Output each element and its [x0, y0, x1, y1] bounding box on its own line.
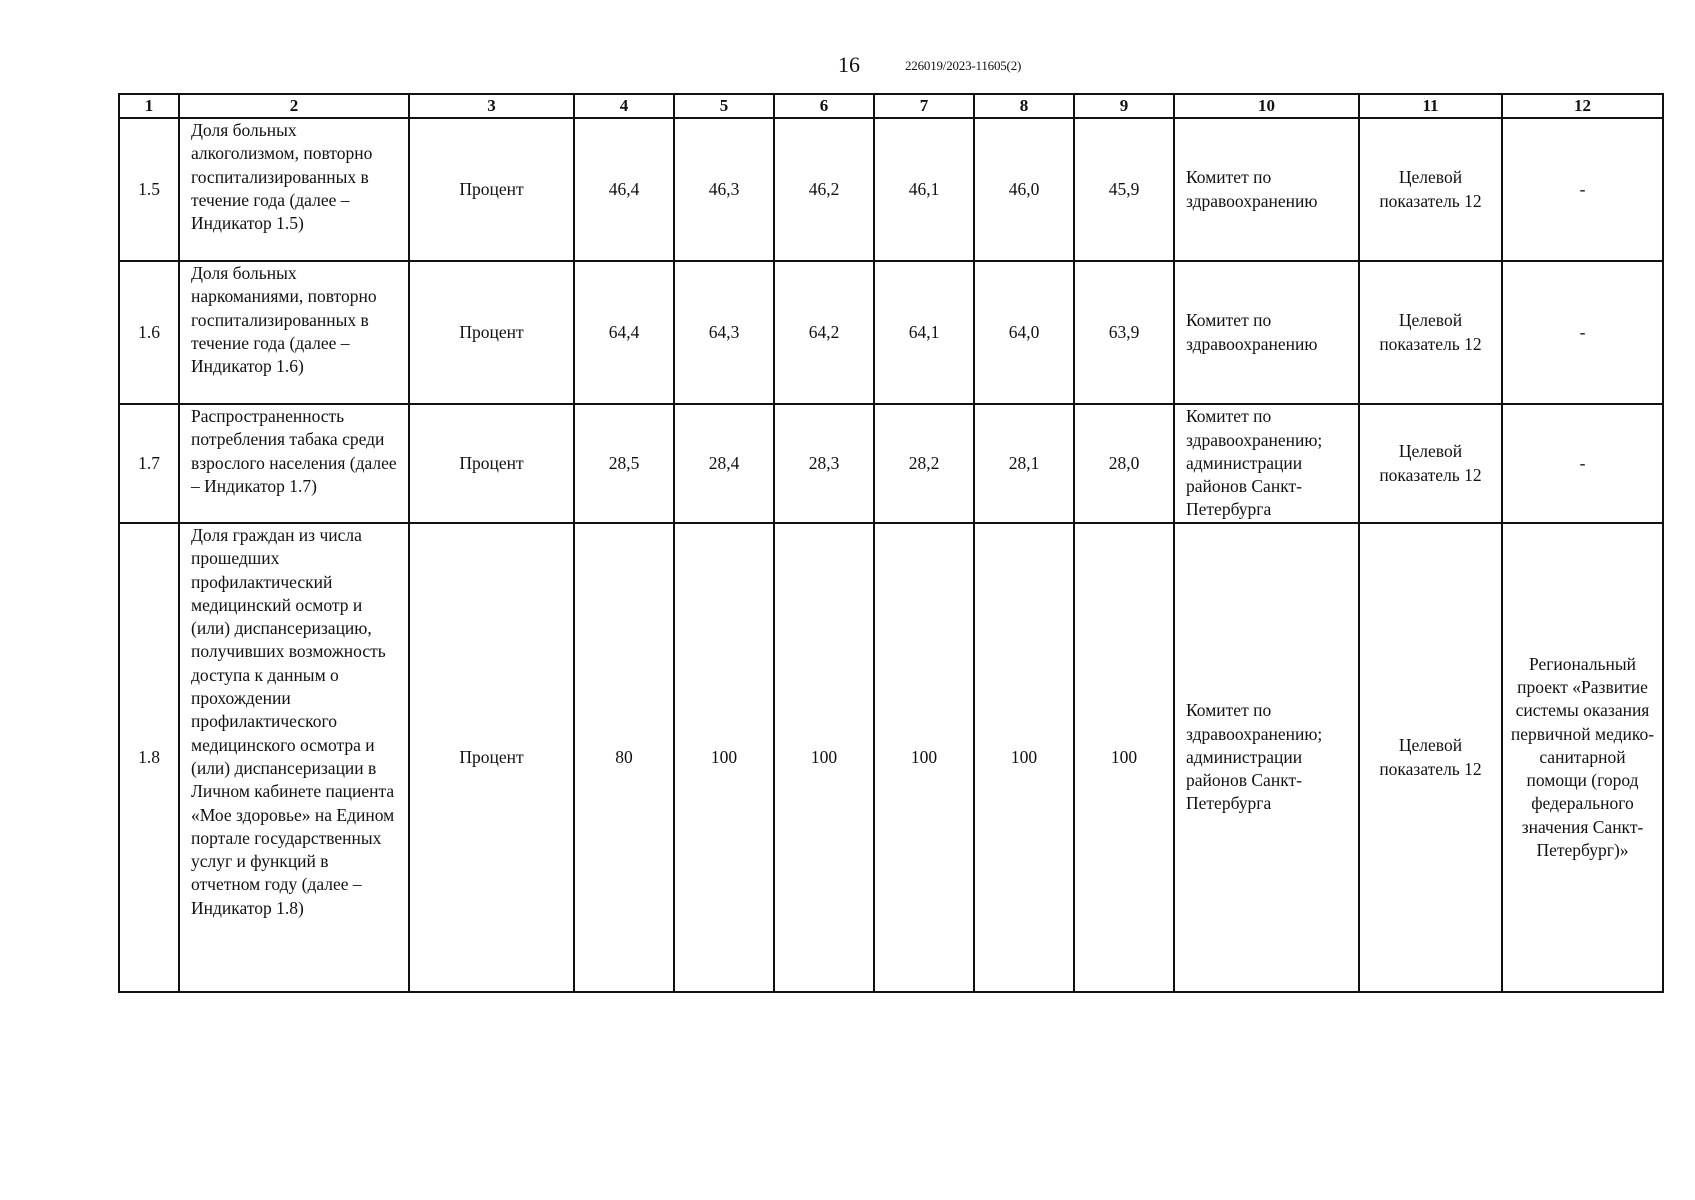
- indicator-name: Доля больных наркоманиями, повторно госпитализированных в течение года (далее – Индикатор 1.6): [179, 261, 409, 404]
- value-cell: 100: [974, 523, 1074, 992]
- value-cell: 64,3: [674, 261, 774, 404]
- target-indicator: Целевой показатель 12: [1359, 118, 1502, 261]
- unit-of-measure: Процент: [409, 404, 574, 523]
- column-number: 4: [574, 94, 674, 118]
- table-row: [119, 523, 1663, 992]
- value-cell: 46,0: [974, 118, 1074, 261]
- indicator-index: 1.7: [119, 404, 179, 523]
- value-cell: 64,2: [774, 261, 874, 404]
- responsible-executor: Комитет по здравоохранению; администрации районов Санкт-Петербурга: [1174, 523, 1359, 992]
- responsible-executor: Комитет по здравоохранению; администрации районов Санкт-Петербурга: [1174, 404, 1359, 523]
- indicator-name: Доля больных алкоголизмом, повторно госпитализированных в течение года (далее – Индикатор 1.5): [179, 118, 409, 261]
- table-row: [119, 118, 1663, 261]
- column-number: 2: [179, 94, 409, 118]
- column-number: 7: [874, 94, 974, 118]
- column-number-row: [119, 94, 1663, 118]
- column-number: 3: [409, 94, 574, 118]
- column-number: 9: [1074, 94, 1174, 118]
- value-cell: 100: [774, 523, 874, 992]
- column-number: 12: [1502, 94, 1663, 118]
- unit-of-measure: Процент: [409, 118, 574, 261]
- value-cell: 46,3: [674, 118, 774, 261]
- document-code: 226019/2023-11605(2): [905, 58, 1022, 73]
- column-number: 5: [674, 94, 774, 118]
- column-number: 8: [974, 94, 1074, 118]
- value-cell: 28,5: [574, 404, 674, 523]
- indicator-name: Доля граждан из числа прошедших профилактический медицинский осмотр и (или) диспансеризацию, получивших возможность доступа к данным о прохождении профилактического медицинского осмотра и (или) диспансеризации в Личном кабинете пациента «Мое здоровье» на Едином портале государственных услуг и функций в отчетном году (далее – Индикатор 1.8): [179, 523, 409, 992]
- value-cell: 80: [574, 523, 674, 992]
- target-indicator: Целевой показатель 12: [1359, 404, 1502, 523]
- value-cell: 46,1: [874, 118, 974, 261]
- value-cell: 45,9: [1074, 118, 1174, 261]
- target-indicator: Целевой показатель 12: [1359, 523, 1502, 992]
- column-number: 1: [119, 94, 179, 118]
- regional-project: Региональный проект «Развитие системы оказания первичной медико-санитарной помощи (город федерального значения Санкт-Петербург)»: [1502, 523, 1663, 992]
- responsible-executor: Комитет по здравоохранению: [1174, 261, 1359, 404]
- value-cell: 100: [674, 523, 774, 992]
- value-cell: 28,1: [974, 404, 1074, 523]
- column-number: 6: [774, 94, 874, 118]
- indicator-table-wrapper: [118, 93, 1662, 993]
- page-header: [0, 52, 1695, 82]
- regional-project: -: [1502, 118, 1663, 261]
- table-row: [119, 404, 1663, 523]
- unit-of-measure: Процент: [409, 523, 574, 992]
- value-cell: 46,4: [574, 118, 674, 261]
- value-cell: 100: [874, 523, 974, 992]
- indicator-index: 1.5: [119, 118, 179, 261]
- value-cell: 46,2: [774, 118, 874, 261]
- indicator-table: [118, 93, 1664, 993]
- value-cell: 64,4: [574, 261, 674, 404]
- responsible-executor: Комитет по здравоохранению: [1174, 118, 1359, 261]
- regional-project: -: [1502, 261, 1663, 404]
- target-indicator: Целевой показатель 12: [1359, 261, 1502, 404]
- table-row: [119, 261, 1663, 404]
- page-number: 16: [838, 52, 860, 77]
- value-cell: 28,2: [874, 404, 974, 523]
- column-number: 11: [1359, 94, 1502, 118]
- value-cell: 64,0: [974, 261, 1074, 404]
- indicator-name: Распространенность потребления табака среди взрослого населения (далее – Индикатор 1.7): [179, 404, 409, 523]
- value-cell: 28,0: [1074, 404, 1174, 523]
- value-cell: 100: [1074, 523, 1174, 992]
- indicator-index: 1.6: [119, 261, 179, 404]
- value-cell: 64,1: [874, 261, 974, 404]
- value-cell: 63,9: [1074, 261, 1174, 404]
- value-cell: 28,4: [674, 404, 774, 523]
- column-number: 10: [1174, 94, 1359, 118]
- regional-project: -: [1502, 404, 1663, 523]
- value-cell: 28,3: [774, 404, 874, 523]
- unit-of-measure: Процент: [409, 261, 574, 404]
- indicator-index: 1.8: [119, 523, 179, 992]
